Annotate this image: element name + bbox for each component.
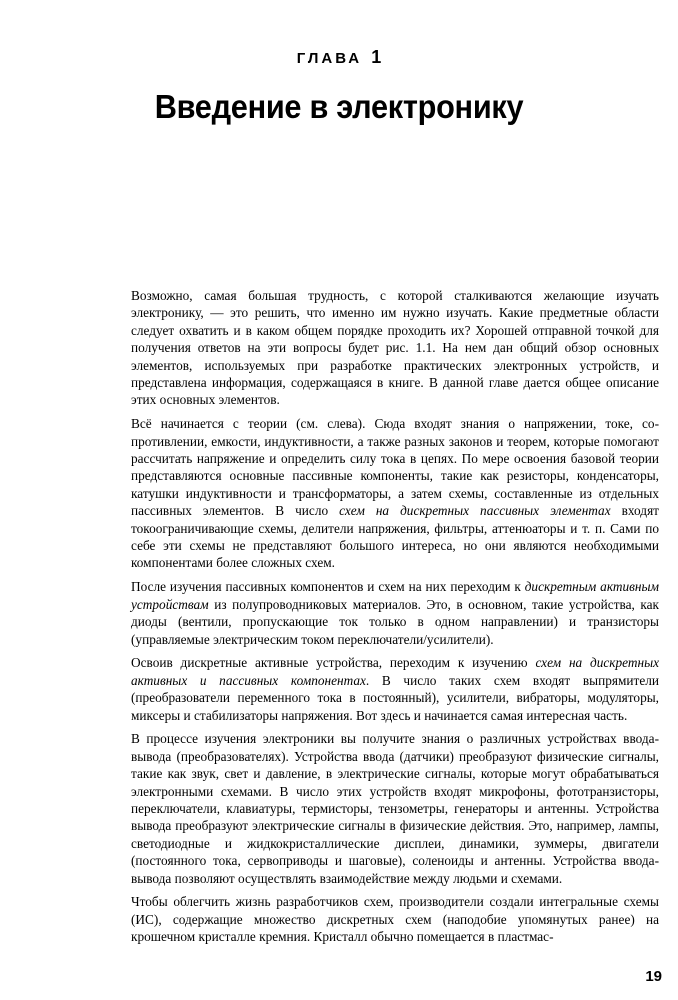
chapter-label bbox=[0, 47, 678, 68]
paragraph bbox=[131, 578, 659, 648]
text-run: Освоив дискретные активные устройства, переходим к изучению bbox=[131, 655, 536, 671]
paragraph bbox=[131, 287, 659, 409]
paragraph bbox=[131, 654, 659, 724]
text-run: из полупроводниковых материалов. Это, в основном, такие устройства, как диоды (вентили, пропускающие ток только в одном направлении) и транзисторы (управляемые электрическим током переключатели/усилители). bbox=[131, 596, 659, 647]
text-run: Возможно, самая большая трудность, с которой сталкиваются желающие изучать электронику, — это решить, что именно им нужно изучать. Какие предметные области следует охватить и в каком общем порядке проходить их? Хорошей отправной точкой для получения ответов на эти вопросы будет рис. 1.1. На нем дан общий обзор основных элементов, используемых при разработке практических электронных устройств, и представлена информация, содержащаяся в книге. В данной главе дается общее описание этих основных элементов. bbox=[131, 288, 659, 408]
italic-text-run: схем на дискретных активных и пассивных компонентах bbox=[131, 655, 659, 688]
italic-text-run: дискретным активным устройствам bbox=[131, 579, 659, 612]
text-run: Всё начинается с теории (см. слева). Сюда входят знания о напряжении, токе, сопротивлении, емкости, индуктивности, а также разных законов и теорем, которые помогают рассчитать напряжение и определить силу тока в цепях. По мере освоения базовой теории представляются основные пассивные компоненты, такие как резисторы, конденсаторы, катушки индуктивности и трансформаторы, а затем схемы, составленные из отдельных пассивных элементов. В число bbox=[131, 416, 659, 519]
body-text bbox=[131, 287, 659, 952]
chapter-title: Введение в электронику bbox=[154, 88, 524, 125]
text-run: . В число таких схем входят выпрямители (преобразователи переменного тока в постоянный), усилители, вибраторы, модуляторы, миксеры и стабилизаторы напряжения. Вот здесь и начинается самая интересная часть. bbox=[131, 672, 659, 723]
text-run: В процессе изучения электроники вы получите знания о различных устройствах ввода-вывода (преобразователях). Устройства ввода (датчики) преобразуют физические сигналы, такие как звук, свет и давление, в электрические сигналы, которые могут обрабатываться электронными схемами. В число этих устройств входят микрофоны, фототранзисторы, переключатели, клавиатуры, термисторы, тензометры, генераторы и антенны. Устройства вывода преобразуют электрические сигналы в физические действия. Это, например, лампы, светодиодные и жидкокристаллические дисплеи, динамики, зуммеры, двигатели (постоянного тока, сервоприводы и шаговые), соленоиды и антенны. Устройства ввода-вывода позволяют осуществлять взаимодействие между людьми и схемами. bbox=[131, 731, 659, 886]
chapter-number: 1 bbox=[371, 47, 382, 67]
page-number: 19 bbox=[645, 968, 662, 985]
text-run: Чтобы облегчить жизнь разработчиков схем, производители создали интегральные схемы (ИС), содержащие множество дискретных схем (наподобие упомянутых ранее) на крошечном кристалле кремния. Кристалл обычно помещается в пластмас- bbox=[131, 894, 659, 945]
text-run: После изучения пассивных компонентов и схем на них переходим к bbox=[131, 579, 525, 595]
chapter-label-word: ГЛАВА bbox=[296, 50, 363, 67]
paragraph bbox=[131, 893, 659, 945]
paragraph bbox=[131, 415, 659, 572]
italic-text-run: схем на дискретных пассивных элементах bbox=[339, 503, 611, 519]
paragraph bbox=[131, 730, 659, 887]
text-run: входят токоограничивающие схемы, делители напряжения, фильтры, аттенюаторы и т. п. Сами по себе эти схемы не представляют большого интереса, но они являются необходимыми компонентами более сложных схем. bbox=[131, 503, 659, 571]
